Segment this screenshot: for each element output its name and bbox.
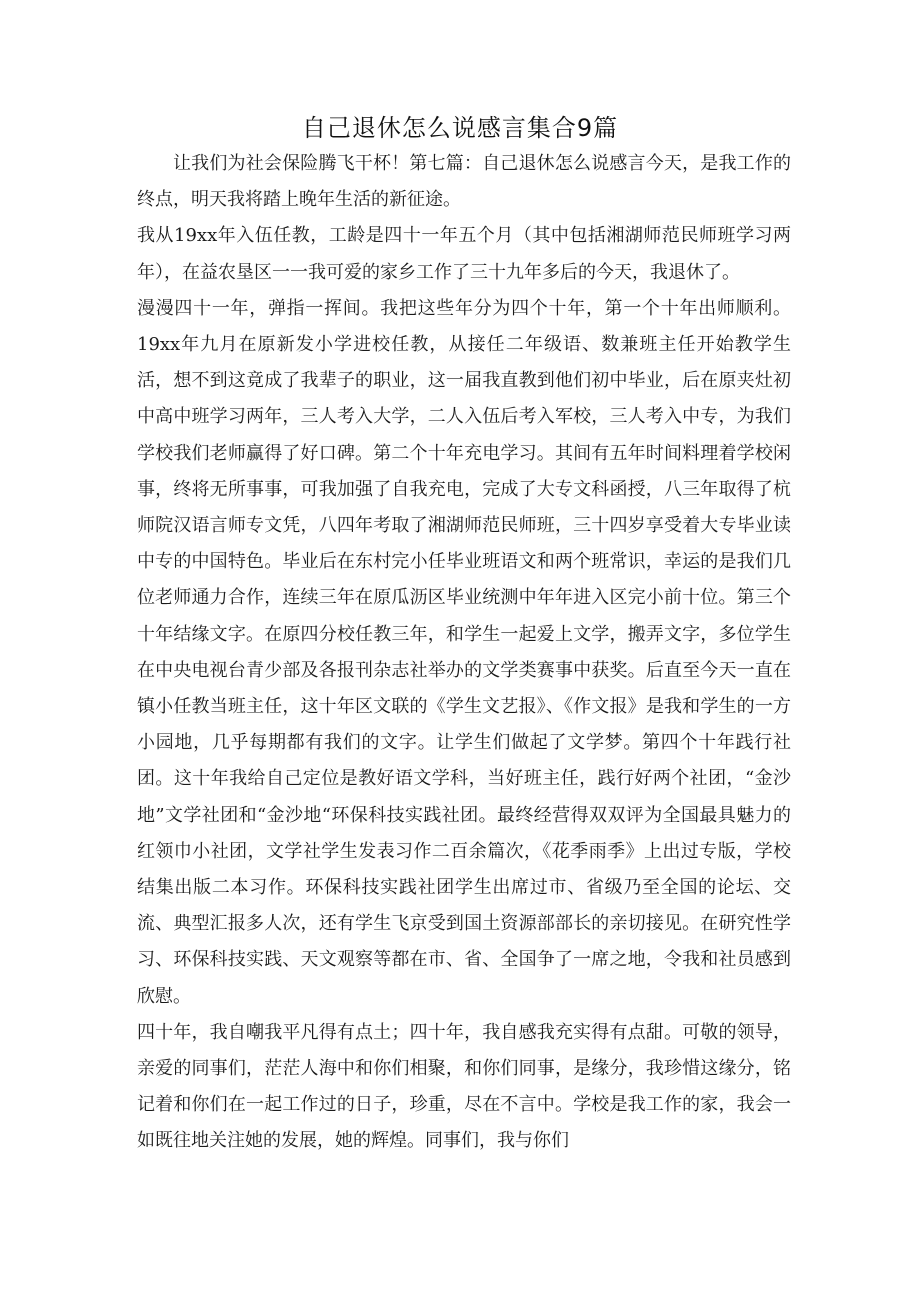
- document-title: 自己退休怎么说感言集合9篇: [301, 114, 619, 142]
- paragraph-2: 我从19xx年入伍任教，工龄是四十一年五个月（其中包括湘湖师范民师班学习两年），在益农垦区一一我可爱的家乡工作了三十九年多后的今天，我退休了。: [137, 225, 791, 283]
- document-body: [137, 146, 791, 1160]
- paragraph-3: 漫漫四十一年，弹指一挥间。我把这些年分为四个十年，第一个十年出师顺利。19xx年九月在原新发小学进校任教，从接任二年级语、数兼班主任开始教学生活，想不到这竟成了我辈子的职业，这一届我直教到他们初中毕业，后在原夹灶初中高中班学习两年，三人考入大学，二人入伍后考入军校，三人考入中专，为我们学校我们老师赢得了好口碑。第二个十年充电学习。其间有五年时间料理着学校闲事，终将无所事事，可我加强了自我充电，完成了大专文科函授，八三年取得了杭师院汉语言师专文凭，八四年考取了湘湖师范民师班，三十四岁享受着大专毕业读中专的中国特色。毕业后在东村完小任毕业班语文和两个班常识，幸运的是我们几位老师通力合作，连续三年在原瓜沥区毕业统测中年年进入区完小前十位。第三个十年结缘文字。在原四分校任教三年，和学生一起爱上文学，搬弄文字，多位学生在中央电视台青少部及各报刊杂志社举办的文学类赛事中获奖。后直至今天一直在镇小任教当班主任，这十年区文联的《学生文艺报》、《作文报》是我和学生的一方小园地，几乎每期都有我们的文字。让学生们做起了文学梦。第四个十年践行社团。这十年我给自己定位是教好语文学科，当好班主任，践行好两个社团，“金沙地”文学社团和“金沙地“环保科技实践社团。最终经营得双双评为全国最具魅力的红领巾小社团，文学社学生发表习作二百余篇次，《花季雨季》上出过专版，学校结集出版二本习作。环保科技实践社团学生出席过市、省级乃至全国的论坛、交流、典型汇报多人次，还有学生飞京受到国土资源部部长的亲切接见。在研究性学习、环保科技实践、天文观察等都在市、省、全国争了一席之地，令我和社员感到欣慰。: [137, 297, 791, 1007]
- paragraph-1: 让我们为社会保险腾飞干杯！第七篇：自己退休怎么说感言今天，是我工作的终点，明天我将踏上晚年生活的新征途。: [137, 153, 791, 211]
- paragraph-4: 四十年，我自嘲我平凡得有点土；四十年，我自感我充实得有点甜。可敬的领导，亲爱的同事们，茫茫人海中和你们相聚，和你们同事，是缘分，我珍惜这缘分，铭记着和你们在一起工作过的日子，珍重，尽在不言中。学校是我工作的家，我会一如既往地关注她的发展，她的辉煌。同事们，我与你们: [137, 1021, 791, 1152]
